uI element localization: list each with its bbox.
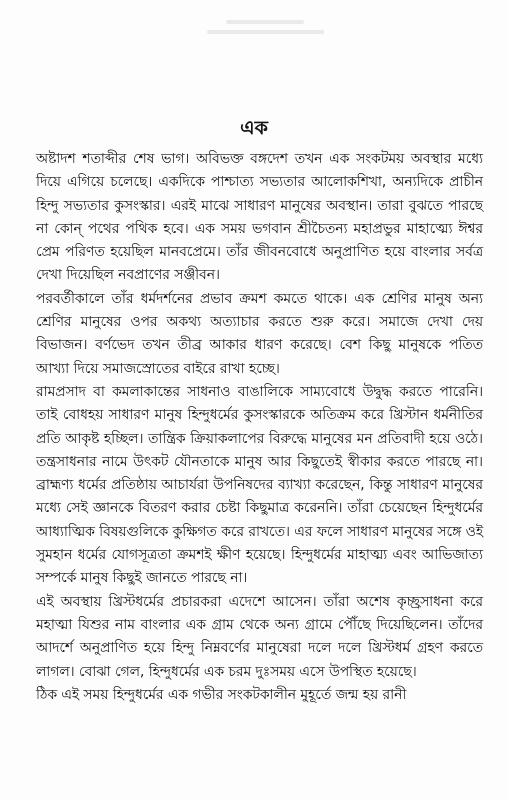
paragraph-5: ঠিক এই সময় হিন্দুধর্মের এক গভীর সংকটকালীন মুহূর্তে জন্ম হয় রানী [36,686,407,703]
chapter-title: এক [240,117,268,139]
paragraph-3: রামপ্রসাদ বা কমলাকান্তের সাধনাও বাঙালিকে সাম্যবোধে উদ্বুদ্ধ করতে পারেনি। তাই বোধহয় সাধারণ মানুষ হিন্দুধর্মের কুসংস্কারকে অতিক্রম করে খ্রিস্টান ধর্মনীতির প্রতি আকৃষ্ট হচ্ছিল। তান্ত্রিক ক্রিয়াকলাপের বিরুদ্ধে মানুষের মন প্রতিবাদী হয়ে ওঠে। তন্ত্রসাধনার নামে উৎকট যৌনতাকে মানুষ আর কিছুতেই স্বীকার করতে পারছে না। ব্রাহ্মণ্য ধর্মের প্রতিষ্ঠায় আচার্যরা উপনিষদের ব্যাখ্যা করেছেন, কিন্তু সাধারণ মানুষের মধ্যে সেই জ্ঞানকে বিতরণ করার চেষ্টা কিছুমাত্র করেননি। তাঁরা চেয়েছেন হিন্দুধর্মের আধ্যাত্মিক বিষয়গুলিকে কুক্ষিগত করে রাখতে। এর ফলে সাধারণ মানুষের সঙ্গে ওই সুমহান ধর্মের যোগসূত্রতা ক্রমশই ক্ষীণ হয়েছে। হিন্দুধর্মের মাহাত্ম্য এবং আভিজাত্য সম্পর্কে মানুষ কিছুই জানতে পারছে না। [36,383,483,587]
paragraph-1: অষ্টাদশ শতাব্দীর শেষ ভাগ। অবিভক্ত বঙ্গদেশ তখন এক সংকটময় অবস্থার মধ্যে দিয়ে এগিয়ে চলেছে। একদিকে পাশ্চাত্য সভ্যতার আলোকশিখা, অন্যদিকে প্রাচীন হিন্দু সভ্যতার কুসংস্কার। এরই মাঝে সাধারণ মানুষের অবস্থান। তারা বুঝতে পারছে না কোন্ পথের পথিক হবে। এক সময় ভগবান শ্রীচৈতন্য মহাপ্রভুর মাহাত্ম্যে ঈশ্বর প্রেম পরিণত হয়েছিল মানবপ্রেমে। তাঁর জীবনবোধে অনুপ্রাণিত হয়ে বাংলার সর্বত্র দেখা দিয়েছিল নবপ্রাণের সঞ্জীবন। [36,151,483,284]
show-through-text [200,14,330,54]
paragraph-4: এই অবস্থায় খ্রিস্টধর্মের প্রচারকরা এদেশে আসেন। তাঁরা অশেষ কৃচ্ছ্রসাধনা করে মহাত্মা যিশুর নাম বাংলার এক গ্রাম থেকে অন্য গ্রামে পৌঁছে দিয়েছিলেন। তাঁদের আদর্শে অনুপ্রাণিত হয়ে হিন্দু নিম্নবর্ণের মানুষেরা দলে দলে খ্রিস্টধর্ম গ্রহণ করতে লাগল। বোঝা গেল, হিন্দুধর্মের এক চরম দুঃসময় এসে উপস্থিত হয়েছে। [36,593,483,680]
paragraph-2: পরবর্তীকালে তাঁর ধর্মদর্শনের প্রভাব ক্রমশ কমতে থাকে। এক শ্রেণির মানুষ অন্য শ্রেণির মানুষের ওপর অকথ্য অত্যাচার করতে শুরু করে। সমাজে দেখা দেয় বিভাজন। বর্ণভেদ তখন তীব্র আকার ধারণ করেছে। বেশ কিছু মানুষকে পতিত আখ্যা দিয়ে সমাজস্রোতের বাইরে রাখা হচ্ছে। [36,290,483,377]
chapter-body [36,148,483,707]
